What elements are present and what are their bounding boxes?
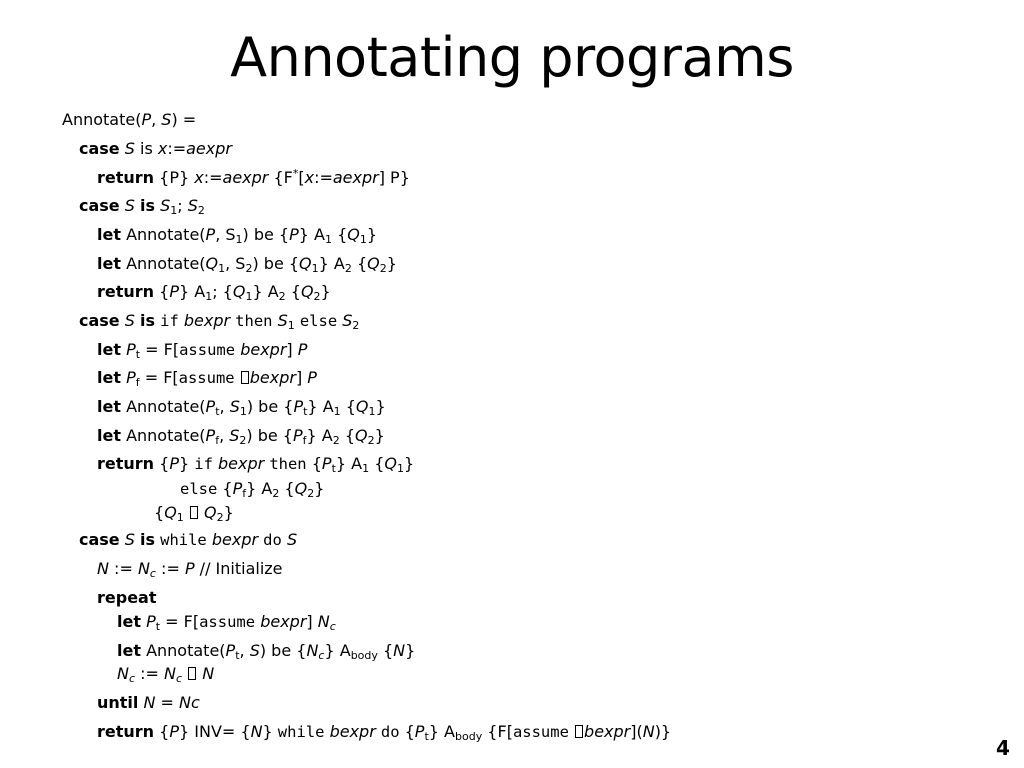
line-case-assign: case S is x:=aexpr (79, 139, 232, 158)
line-let-pf: let $P_f$ = F[assume bexpr] P (97, 368, 317, 389)
line-return-while: return {P} INV= {N} while bexpr do $\{P_t\}$ $A_{body}$ {F[assume bexpr](N)} (97, 722, 672, 743)
slide-title: Annotating programs (230, 26, 794, 89)
line-let-seq-1: let Annotate(P, $S_1$) be {P} $A_1$ $\{Q_1\}$ (97, 225, 378, 246)
line-case-if: case S is if bexpr then $S_1$ else $S_2$ (79, 311, 360, 332)
line-return-assign: return {P} x:=aexpr {F*[x:=aexpr] P} (97, 167, 410, 187)
line-nc-update: $N_c$ := $N_c$ N (117, 664, 215, 685)
line-return-seq: return {P} $A_1$; $\{Q_1\}$ $A_2$ $\{Q_2\}$ (97, 282, 331, 303)
line-let-seq-2: let $Annotate(Q_1$, $S_2$) be $\{Q_1\}$ $A_2$ $\{Q_2\}$ (97, 254, 397, 275)
line-let-loop-pt: let $P_t$ = F[assume bexpr] $N_c$ (117, 612, 336, 633)
line-let-if-2: let $Annotate(P_f$, $S_2$) be $\{P_f\}$ $A_2$ $\{Q_2\}$ (97, 426, 385, 447)
missing-glyph-icon (188, 667, 196, 680)
line-init: N := $N_c$ := P // Initialize (97, 559, 283, 580)
line-repeat: repeat (97, 588, 157, 607)
line-return-if: return {P} if bexpr then $\{P_t\}$ $A_1$ $\{Q_1\}$ (97, 454, 415, 475)
line-let-loop-body: let $Annotate(P_t$, S) be $\{N_c\}$ $A_{body}$ {N} (117, 641, 416, 662)
line-let-pt: let $P_t$ = F[assume bexpr] P (97, 340, 308, 361)
line-let-if-1: let $Annotate(P_t$, $S_1$) be $\{P_t\}$ $A_1$ $\{Q_1\}$ (97, 397, 386, 418)
missing-glyph-icon (575, 725, 583, 738)
line-case-while: case S is while bexpr do S (79, 530, 298, 549)
line-until: until N = Nc (97, 693, 200, 712)
line-return-else: else $\{P_f\}$ $A_2$ $\{Q_2\}$ (180, 479, 325, 500)
page-number: 4 (996, 736, 1010, 760)
line-join-post: {$Q_1$ $Q_2$} (154, 503, 234, 524)
missing-glyph-icon (241, 371, 249, 384)
line-case-seq: case S is $S_1$; $S_2$ (79, 196, 205, 217)
line-annotate-header: Annotate(P, S) = (62, 110, 197, 129)
missing-glyph-icon (190, 506, 198, 519)
